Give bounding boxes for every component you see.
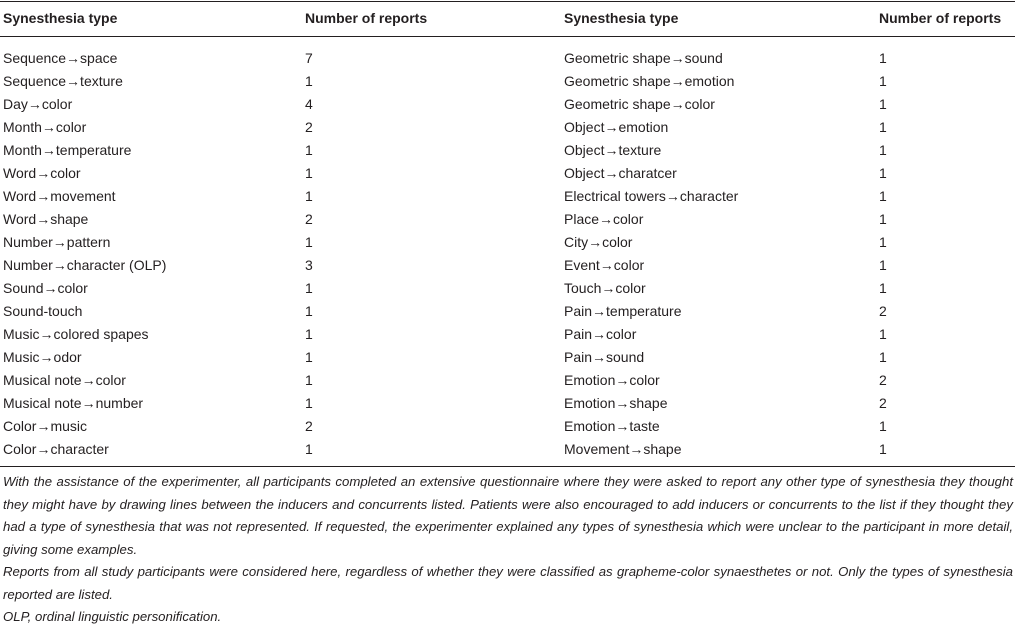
header-number-of-reports-left: Number of reports xyxy=(305,10,428,26)
table-cell-synesthesia-type: Musical note→color xyxy=(3,372,126,388)
table-cell-report-count: 2 xyxy=(879,303,887,319)
table-cell-report-count: 3 xyxy=(305,257,313,273)
table-cell-report-count: 1 xyxy=(305,73,313,89)
table-cell-synesthesia-type: Geometric shape→color xyxy=(564,96,715,112)
table-cell-synesthesia-type: Word→shape xyxy=(3,211,89,227)
table-cell-report-count: 4 xyxy=(305,96,313,112)
table-cell-report-count: 1 xyxy=(879,418,887,434)
table-cell-synesthesia-type: Sound-touch xyxy=(3,303,83,319)
table-cell-report-count: 1 xyxy=(305,234,313,250)
left-count-column xyxy=(305,47,313,461)
table-cell-report-count: 1 xyxy=(305,280,313,296)
table-cell-synesthesia-type: Word→color xyxy=(3,165,81,181)
table-cell-synesthesia-type: Pain→color xyxy=(564,326,637,342)
table-cell-synesthesia-type: Object→texture xyxy=(564,142,662,158)
table-cell-synesthesia-type: Music→odor xyxy=(3,349,82,365)
table-cell-synesthesia-type: Music→colored spapes xyxy=(3,326,149,342)
left-type-column xyxy=(3,47,166,461)
table-cell-synesthesia-type: Emotion→taste xyxy=(564,418,660,434)
table-cell-report-count: 1 xyxy=(879,349,887,365)
table-cell-synesthesia-type: Pain→sound xyxy=(564,349,645,365)
table-cell-synesthesia-type: Event→color xyxy=(564,257,645,273)
top-rule xyxy=(0,1,1015,2)
table-cell-report-count: 1 xyxy=(305,349,313,365)
table-cell-report-count: 1 xyxy=(305,372,313,388)
table-cell-synesthesia-type: Musical note→number xyxy=(3,395,144,411)
table-cell-report-count: 1 xyxy=(879,441,887,457)
table-cell-report-count: 2 xyxy=(879,395,887,411)
table-cell-synesthesia-type: Number→character (OLP) xyxy=(3,257,167,273)
footnote-participants: Reports from all study participants were considered here, regardless of whether they were classified as grapheme-color synaesthetes or not. Only the types of synesthesia reported are listed. xyxy=(3,564,1013,602)
table-cell-report-count: 1 xyxy=(879,96,887,112)
table-cell-report-count: 1 xyxy=(879,211,887,227)
table-cell-synesthesia-type: Emotion→color xyxy=(564,372,660,388)
table-cell-report-count: 1 xyxy=(879,234,887,250)
table-cell-synesthesia-type: Color→character xyxy=(3,441,109,457)
table-cell-synesthesia-type: Sound→color xyxy=(3,280,88,296)
table-cell-report-count: 1 xyxy=(879,188,887,204)
table-cell-report-count: 1 xyxy=(879,73,887,89)
table-cell-report-count: 1 xyxy=(305,326,313,342)
table-cell-synesthesia-type: Sequence→space xyxy=(3,50,118,66)
table-cell-synesthesia-type: Electrical towers→character xyxy=(564,188,739,204)
table-cell-synesthesia-type: Geometric shape→emotion xyxy=(564,73,735,89)
table-cell-synesthesia-type: Object→emotion xyxy=(564,119,669,135)
table-cell-report-count: 1 xyxy=(879,165,887,181)
table-cell-synesthesia-type: Sequence→texture xyxy=(3,73,123,89)
table-cell-report-count: 2 xyxy=(305,211,313,227)
table-cell-synesthesia-type: Color→music xyxy=(3,418,88,434)
header-synesthesia-type-left: Synesthesia type xyxy=(3,10,118,26)
table-cell-report-count: 1 xyxy=(305,303,313,319)
table-cell-synesthesia-type: Movement→shape xyxy=(564,441,682,457)
table-cell-report-count: 1 xyxy=(879,257,887,273)
table-cell-report-count: 1 xyxy=(305,441,313,457)
table-cell-report-count: 1 xyxy=(879,142,887,158)
table-cell-synesthesia-type: Geometric shape→sound xyxy=(564,50,723,66)
table-cell-synesthesia-type: Month→color xyxy=(3,119,87,135)
bottom-rule xyxy=(0,466,1015,467)
table-cell-synesthesia-type: Month→temperature xyxy=(3,142,132,158)
right-type-column xyxy=(564,47,738,461)
table-cell-synesthesia-type: Object→charatcer xyxy=(564,165,677,181)
table-cell-report-count: 2 xyxy=(305,119,313,135)
table-cell-report-count: 1 xyxy=(879,119,887,135)
table-cell-report-count: 2 xyxy=(305,418,313,434)
table-cell-report-count: 1 xyxy=(879,50,887,66)
table-cell-synesthesia-type: Pain→temperature xyxy=(564,303,682,319)
table-cell-synesthesia-type: Place→color xyxy=(564,211,644,227)
table-cell-report-count: 1 xyxy=(879,280,887,296)
footnote-questionnaire: With the assistance of the experimenter, all participants completed an extensive questionnaire where they were asked to report any other type of synesthesia they thought they might have by drawing lines between the inducers and concurrents listed. Patients were also encouraged to add inducers or concurrents to the list if they thought they had a type of synesthesia that was not represented. If requested, the experimenter explained any types of synesthesia which were unclear to the participant in more detail, giving some examples. xyxy=(3,474,1013,557)
header-rule xyxy=(0,36,1015,37)
table-cell-synesthesia-type: Day→color xyxy=(3,96,73,112)
table-cell-report-count: 2 xyxy=(879,372,887,388)
table-cell-synesthesia-type: Touch→color xyxy=(564,280,646,296)
table-cell-synesthesia-type: Number→pattern xyxy=(3,234,111,250)
header-number-of-reports-right: Number of reports xyxy=(879,10,1002,26)
table-cell-report-count: 1 xyxy=(305,188,313,204)
table-cell-report-count: 1 xyxy=(305,395,313,411)
table-cell-synesthesia-type: City→color xyxy=(564,234,633,250)
table-cell-report-count: 1 xyxy=(305,142,313,158)
footnote-olp: OLP, ordinal linguistic personification. xyxy=(3,609,222,624)
header-synesthesia-type-right: Synesthesia type xyxy=(564,10,679,26)
table-footnotes xyxy=(3,471,1013,629)
right-count-column xyxy=(879,47,887,461)
table-cell-synesthesia-type: Word→movement xyxy=(3,188,116,204)
table-cell-report-count: 1 xyxy=(305,165,313,181)
table-cell-report-count: 7 xyxy=(305,50,313,66)
table-cell-synesthesia-type: Emotion→shape xyxy=(564,395,668,411)
table-cell-report-count: 1 xyxy=(879,326,887,342)
